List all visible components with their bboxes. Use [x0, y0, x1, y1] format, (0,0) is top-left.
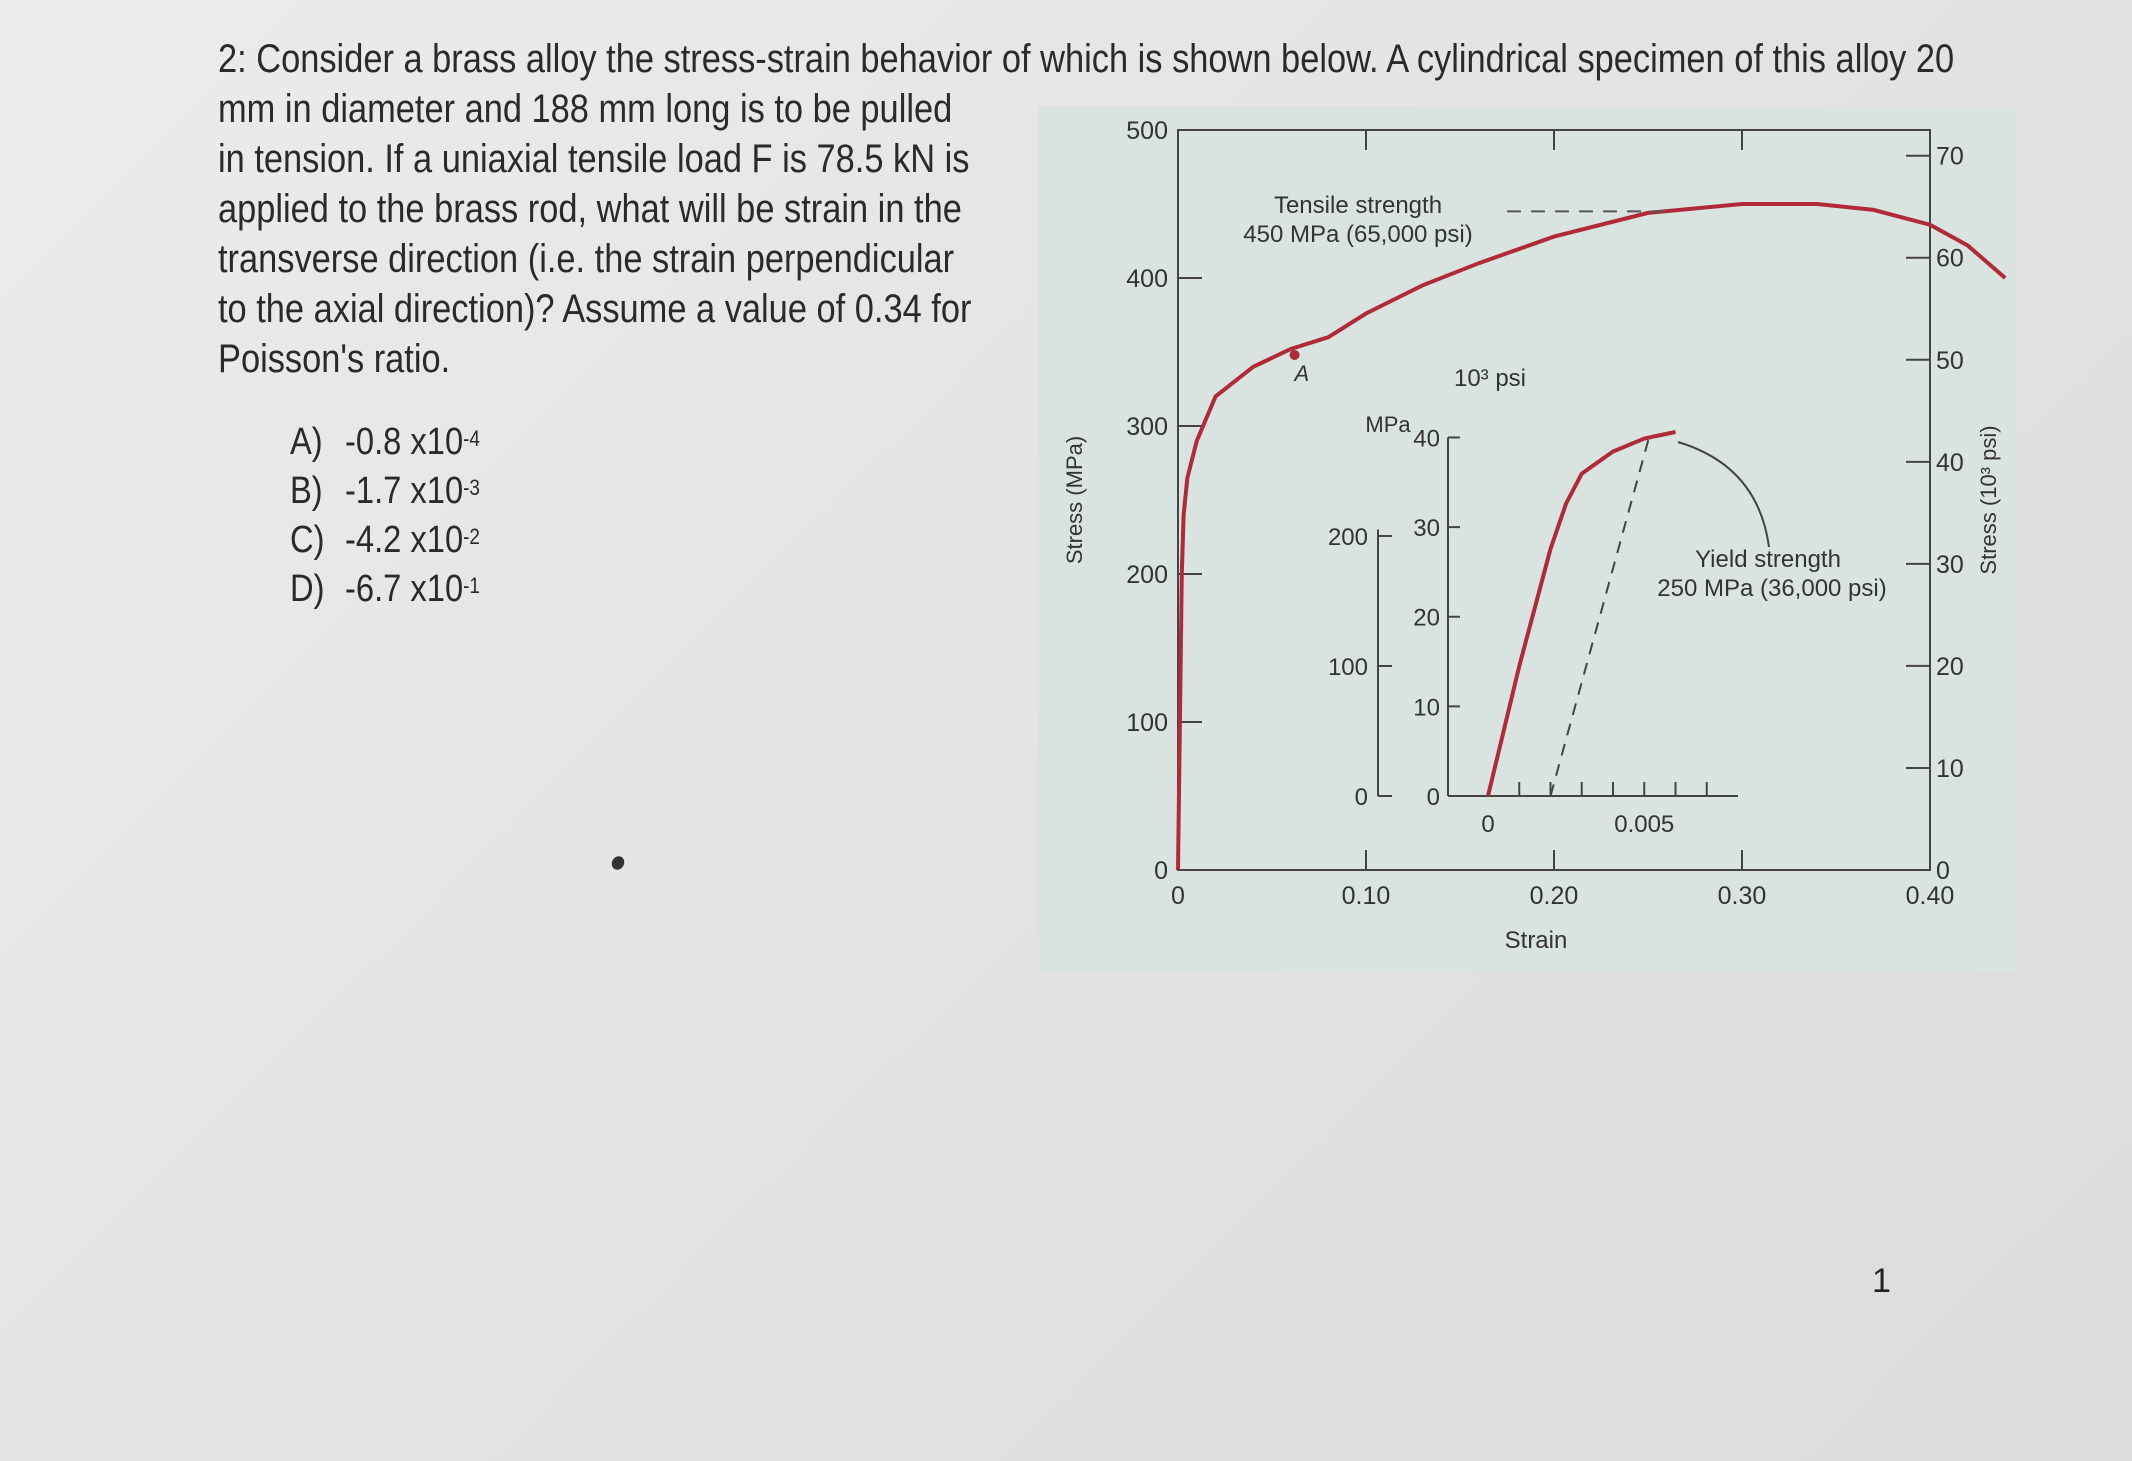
tensile-annotation-line1: Tensile strength	[1273, 192, 1443, 219]
x-tick-label: 0.30	[1717, 882, 1767, 910]
point-a-marker	[1290, 350, 1300, 360]
answer-choices	[290, 418, 480, 614]
x-tick-label: 0.20	[1529, 882, 1579, 910]
inset-psi-label: 0	[1426, 784, 1440, 811]
inset-x-label: 0	[1481, 811, 1495, 838]
y2-tick-label: 50	[1936, 346, 1964, 375]
inset-unit-mpa: MPa	[1365, 412, 1411, 437]
inset-x-label: 0.005	[1614, 811, 1675, 838]
y-tick-label: 400	[1126, 265, 1168, 293]
question-line-1: 2: Consider a brass alloy the stress-strain behavior of which is shown below. A cylindrical specimen of this alloy 20	[218, 37, 1955, 81]
y2-tick-label: 20	[1936, 652, 1964, 681]
y2-tick-label: 70	[1936, 142, 1964, 171]
y2-tick-label: 30	[1936, 550, 1964, 579]
inset-psi-label: 30	[1413, 515, 1440, 543]
y-axis-title: Stress (MPa)	[1062, 435, 1087, 565]
choice-b[interactable]: B) -1.7 $x10^{-3}$	[290, 470, 480, 512]
y2-tick-label: 60	[1936, 244, 1964, 273]
inset-mpa-label: 100	[1327, 654, 1368, 681]
x-tick-label: 0	[1171, 882, 1185, 910]
x-tick-label: 0.40	[1905, 882, 1955, 910]
point-a-label: A	[1294, 360, 1310, 386]
y-tick-label: 200	[1126, 561, 1168, 589]
choice-a[interactable]: A) -0.8 $x10^{-4}$	[290, 421, 480, 463]
yield-annotation-line2: 250 MPa (36,000 psi)	[1657, 575, 1887, 602]
yield-annotation-line1: Yield strength	[1695, 546, 1841, 573]
inset-mpa-label: 0	[1354, 784, 1368, 811]
x-axis-title: Strain	[1504, 927, 1568, 954]
y-tick-label: 0	[1154, 857, 1168, 885]
stress-strain-chart	[1038, 106, 2018, 972]
inset-psi-label: 40	[1413, 425, 1440, 453]
ink-mark	[609, 854, 626, 872]
y2-tick-label: 0	[1936, 857, 1950, 885]
y-tick-label: 100	[1126, 709, 1168, 737]
y-tick-label: 300	[1126, 413, 1168, 441]
inset-mpa-label: 200	[1327, 524, 1368, 551]
choice-d[interactable]: D) -6.7 $x10^{-1}$	[290, 568, 480, 610]
y-tick-label: 500	[1126, 117, 1168, 145]
question-body: mm in diameter and 188 mm long is to be pulled in tension. If a uniaxial tensile load F is 78.5 kN is applied to the brass rod, what will be strain in the transverse direction (i.e. the strain perpendicular to the axial direction)? Assume a value of 0.34 for Poisson's ratio.	[218, 87, 972, 381]
x-tick-label: 0.10	[1341, 882, 1391, 910]
tensile-annotation-line2: 450 MPa (65,000 psi)	[1243, 221, 1473, 248]
chart-panel	[1038, 106, 2018, 972]
inset-psi-label: 10	[1413, 694, 1440, 722]
y2-axis-title: Stress (10³ psi)	[1976, 425, 2001, 575]
y2-tick-label: 40	[1936, 448, 1964, 477]
inset-psi-label: 20	[1413, 604, 1440, 632]
page-number: 1	[1872, 1262, 1891, 1300]
y2-tick-label: 10	[1936, 754, 1964, 783]
choice-c[interactable]: C) -4.2 $x10^{-2}$	[290, 519, 480, 561]
inset-unit-psi: 10³ psi	[1453, 365, 1527, 392]
